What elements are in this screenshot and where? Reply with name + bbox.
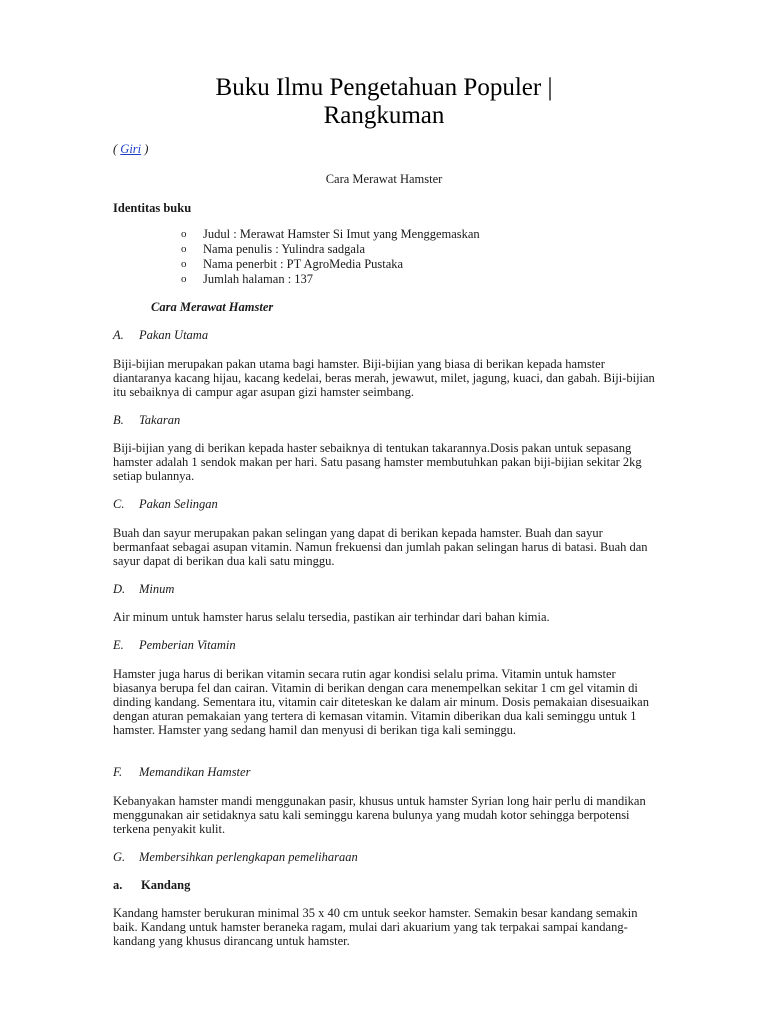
author-open-paren: ( <box>113 142 121 156</box>
identitas-item <box>181 257 480 272</box>
author-link[interactable]: Giri <box>120 142 142 156</box>
subheading-text: Memandikan Hamster <box>139 765 251 779</box>
subheading-b <box>113 413 180 428</box>
subheading-letter: A. <box>113 328 124 342</box>
page-title <box>0 74 768 130</box>
section-heading: Cara Merawat Hamster <box>151 300 274 314</box>
title-line-2: Rangkuman <box>323 102 445 129</box>
bullet-icon: o <box>181 258 187 270</box>
identitas-item <box>181 242 480 257</box>
author-line <box>113 142 148 157</box>
subheading-f <box>113 765 250 780</box>
subheading-text: Pakan Selingan <box>139 497 218 511</box>
identitas-label: Identitas buku <box>113 201 192 215</box>
paragraph-memandikan: Kebanyakan hamster mandi menggunakan pasir, khusus untuk hamster Syrian long hair perlu di mandikan menggunakan air setidaknya satu kali seminggu karena bulunya yang mudah kotor sehingga berpotensi terkena penyakit kulit. <box>113 794 646 836</box>
paragraph-kandang: Kandang hamster berukuran minimal 35 x 40 cm untuk seekor hamster. Semakin besar kandang semakin baik. Kandang untuk hamster beraneka ragam, mulai dari akuarium yang tak terpakai sampai kandang-kandang yang khusus dirancang untuk hamster. <box>113 906 638 948</box>
subheading-c <box>113 497 218 512</box>
paragraph-takaran: Biji-bijian yang di berikan kepada haster sebaiknya di tentukan takarannya.Dosis pakan untuk sepasang hamster adalah 1 sendok makan per hari. Satu pasang hamster membutuhkan pakan biji-bijian sekitar 2kg setiap bulannya. <box>113 441 642 483</box>
subitem-kandang <box>113 878 190 893</box>
bullet-icon: o <box>181 243 187 255</box>
identitas-item <box>181 227 480 242</box>
subheading-letter: B. <box>113 413 124 427</box>
subheading-letter: C. <box>113 497 125 511</box>
identitas-item-text: Nama penulis : Yulindra sadgala <box>203 242 365 256</box>
subheading-g <box>113 850 358 865</box>
subheading-text: Pemberian Vitamin <box>139 638 236 652</box>
paragraph-pemberian-vitamin: Hamster juga harus di berikan vitamin secara rutin agar kondisi selalu prima. Vitamin untuk hamster biasanya berupa fel dan cairan. Vitamin di berikan dengan cara menempelkan sekitar 1 cm gel vitamin di dinding kandang. Sementara itu, vitamin cair diteteskan ke dalam air minum. Dosis pemakaian disesuaikan dengan aturan pemakaian yang tertera di kemasan vitamin. Vitamin diberikan dua kali seminggu untuk 1 hamster. Hamster yang sedang hamil dan menyusi di berikan tiga kali seminggu. <box>113 667 649 737</box>
identitas-item-text: Nama penerbit : PT AgroMedia Pustaka <box>203 257 404 271</box>
subheading-text: Pakan Utama <box>139 328 209 342</box>
subheading-text: Takaran <box>139 413 181 427</box>
author-close-paren: ) <box>141 142 149 156</box>
document-subtitle: Cara Merawat Hamster <box>325 172 443 186</box>
title-line-1: Buku Ilmu Pengetahuan Populer | <box>215 74 553 101</box>
paragraph-minum: Air minum untuk hamster harus selalu tersedia, pastikan air terhindar dari bahan kimia. <box>113 610 550 624</box>
subitem-heading: Kandang <box>141 878 191 892</box>
subheading-letter: D. <box>113 582 126 596</box>
subheading-text: Minum <box>139 582 175 596</box>
subheading-d <box>113 582 174 597</box>
bullet-icon: o <box>181 273 187 285</box>
subheading-a <box>113 328 208 343</box>
paragraph-pakan-selingan: Buah dan sayur merupakan pakan selingan yang dapat di berikan kepada hamster. Buah dan sayur bermanfaat sebagai asupan vitamin. Namun frekuensi dan jumlah pakan selingan harus di batasi. Buah dan sayur dapat di berikan dua kali satu minggu. <box>113 526 648 568</box>
identitas-item <box>181 272 480 287</box>
bullet-icon: o <box>181 228 187 240</box>
subheading-e <box>113 638 236 653</box>
subheading-text: Membersihkan perlengkapan pemeliharaan <box>139 850 358 864</box>
identitas-item-text: Judul : Merawat Hamster Si Imut yang Menggemaskan <box>203 227 480 241</box>
subheading-letter: E. <box>113 638 124 652</box>
identitas-list <box>181 227 480 287</box>
subheading-letter: F. <box>113 765 123 779</box>
identitas-item-text: Jumlah halaman : 137 <box>203 272 314 286</box>
subitem-letter: a. <box>113 878 123 892</box>
subheading-letter: G. <box>113 850 126 864</box>
paragraph-pakan-utama: Biji-bijian merupakan pakan utama bagi hamster. Biji-bijian yang biasa di berikan kepada hamster diantaranya kacang hijau, kacang kedelai, beras merah, jewawut, milet, jagung, kuaci, dan gabah. Biji-bijian itu sebaiknya di campur agar asupan gizi hamster seimbang. <box>113 357 655 399</box>
